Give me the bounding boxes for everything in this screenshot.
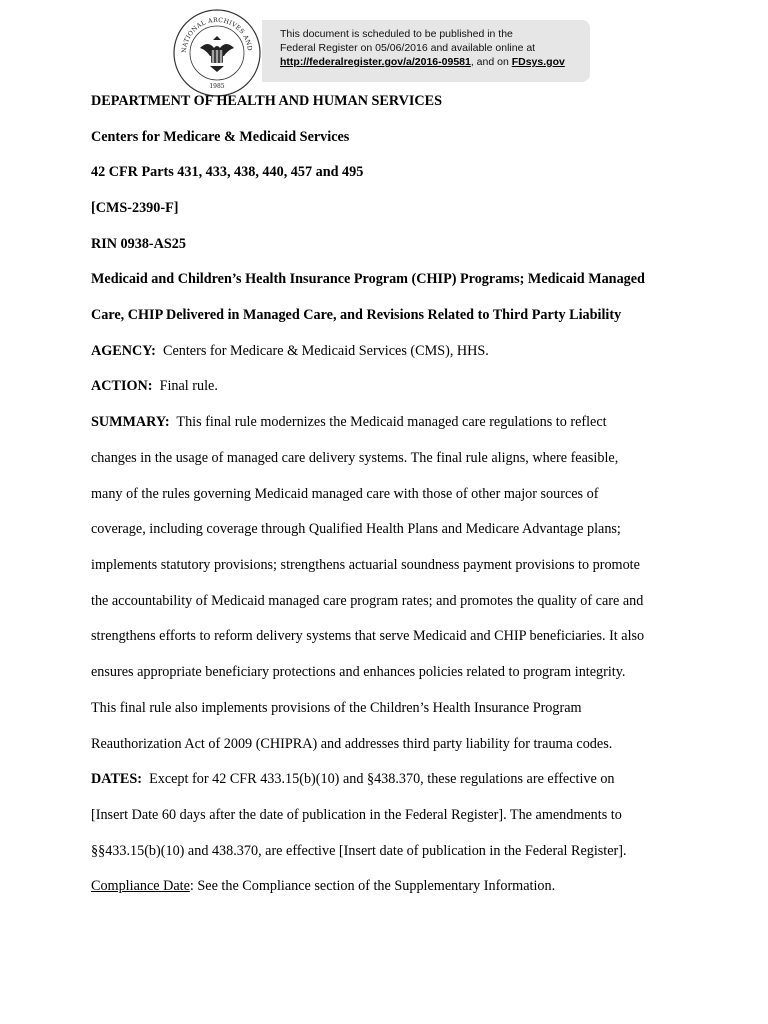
national-archives-seal [172, 8, 262, 98]
summary-line: changes in the usage of managed care delivery systems. The final rule aligns, where feasible, [91, 450, 619, 466]
dates-line: Except for 42 CFR 433.15(b)(10) and §438.370, these regulations are effective on [149, 771, 615, 787]
cms-number: [CMS-2390-F] [91, 200, 179, 216]
summary-line: Reauthorization Act of 2009 (CHIPRA) and addresses third party liability for trauma codes. [91, 736, 613, 752]
summary-line: implements statutory provisions; strengthens actuarial soundness payment provisions to promote [91, 557, 640, 573]
dates-label: DATES: [91, 771, 142, 787]
agency-row [91, 343, 728, 360]
cfr-parts: 42 CFR Parts 431, 433, 438, 440, 457 and 495 [91, 164, 364, 180]
summary-line: the accountability of Medicaid managed care program rates; and promotes the quality of care and [91, 593, 644, 609]
publication-notice [262, 20, 590, 82]
compliance-text: : See the Compliance section of the Supplementary Information. [189, 878, 556, 894]
summary-line: strengthens efforts to reform delivery systems that serve Medicaid and CHIP beneficiaries. It also [91, 628, 645, 644]
summary-line: ensures appropriate beneficiary protections and enhances policies related to program integrity. [91, 664, 626, 680]
compliance-row [91, 878, 728, 895]
agency-label: AGENCY: [91, 343, 156, 359]
rin-number: RIN 0938-AS25 [91, 236, 186, 252]
action-label: ACTION: [91, 378, 153, 394]
dates-line: [Insert Date 60 days after the date of publication in the Federal Register]. The amendments to [91, 807, 622, 823]
summary-line: many of the rules governing Medicaid managed care with those of other major sources of [91, 486, 599, 502]
notice-mid-text: , and on [470, 56, 512, 68]
seal-year: 1985 [209, 83, 225, 90]
department-heading: DEPARTMENT OF HEALTH AND HUMAN SERVICES [91, 93, 442, 109]
summary-row [91, 414, 728, 431]
notice-line-1: This document is scheduled to be published in the [280, 28, 513, 40]
summary-line: coverage, including coverage through Qualified Health Plans and Medicare Advantage plans; [91, 521, 621, 537]
notice-line-2: Federal Register on 05/06/2016 and available online at [280, 42, 536, 54]
compliance-label: Compliance Date [91, 878, 190, 894]
action-text: Final rule. [159, 378, 218, 394]
seal-arc-text: NATIONAL ARCHIVES AND [180, 16, 254, 54]
rule-title-line-2: Care, CHIP Delivered in Managed Care, and Revisions Related to Third Party Liability [91, 307, 622, 323]
agency-text: Centers for Medicare & Medicaid Services (CMS), HHS. [163, 343, 489, 359]
center-heading: Centers for Medicare & Medicaid Services [91, 129, 350, 145]
rule-title-line-1: Medicaid and Children’s Health Insurance Program (CHIP) Programs; Medicaid Managed [91, 271, 645, 287]
dates-row [91, 771, 728, 788]
fdsys-link[interactable]: FDsys.gov [511, 56, 565, 68]
federal-register-link[interactable]: http://federalregister.gov/a/2016-09581 [280, 56, 471, 68]
summary-line: This final rule modernizes the Medicaid managed care regulations to reflect [176, 414, 607, 430]
notice-line-3 [280, 55, 590, 69]
summary-label: SUMMARY: [91, 414, 170, 430]
action-row [91, 378, 728, 395]
dates-line: §§433.15(b)(10) and 438.370, are effective [Insert date of publication in the Federal Register]. [91, 843, 627, 859]
summary-line: This final rule also implements provisions of the Children’s Health Insurance Program [91, 700, 582, 716]
